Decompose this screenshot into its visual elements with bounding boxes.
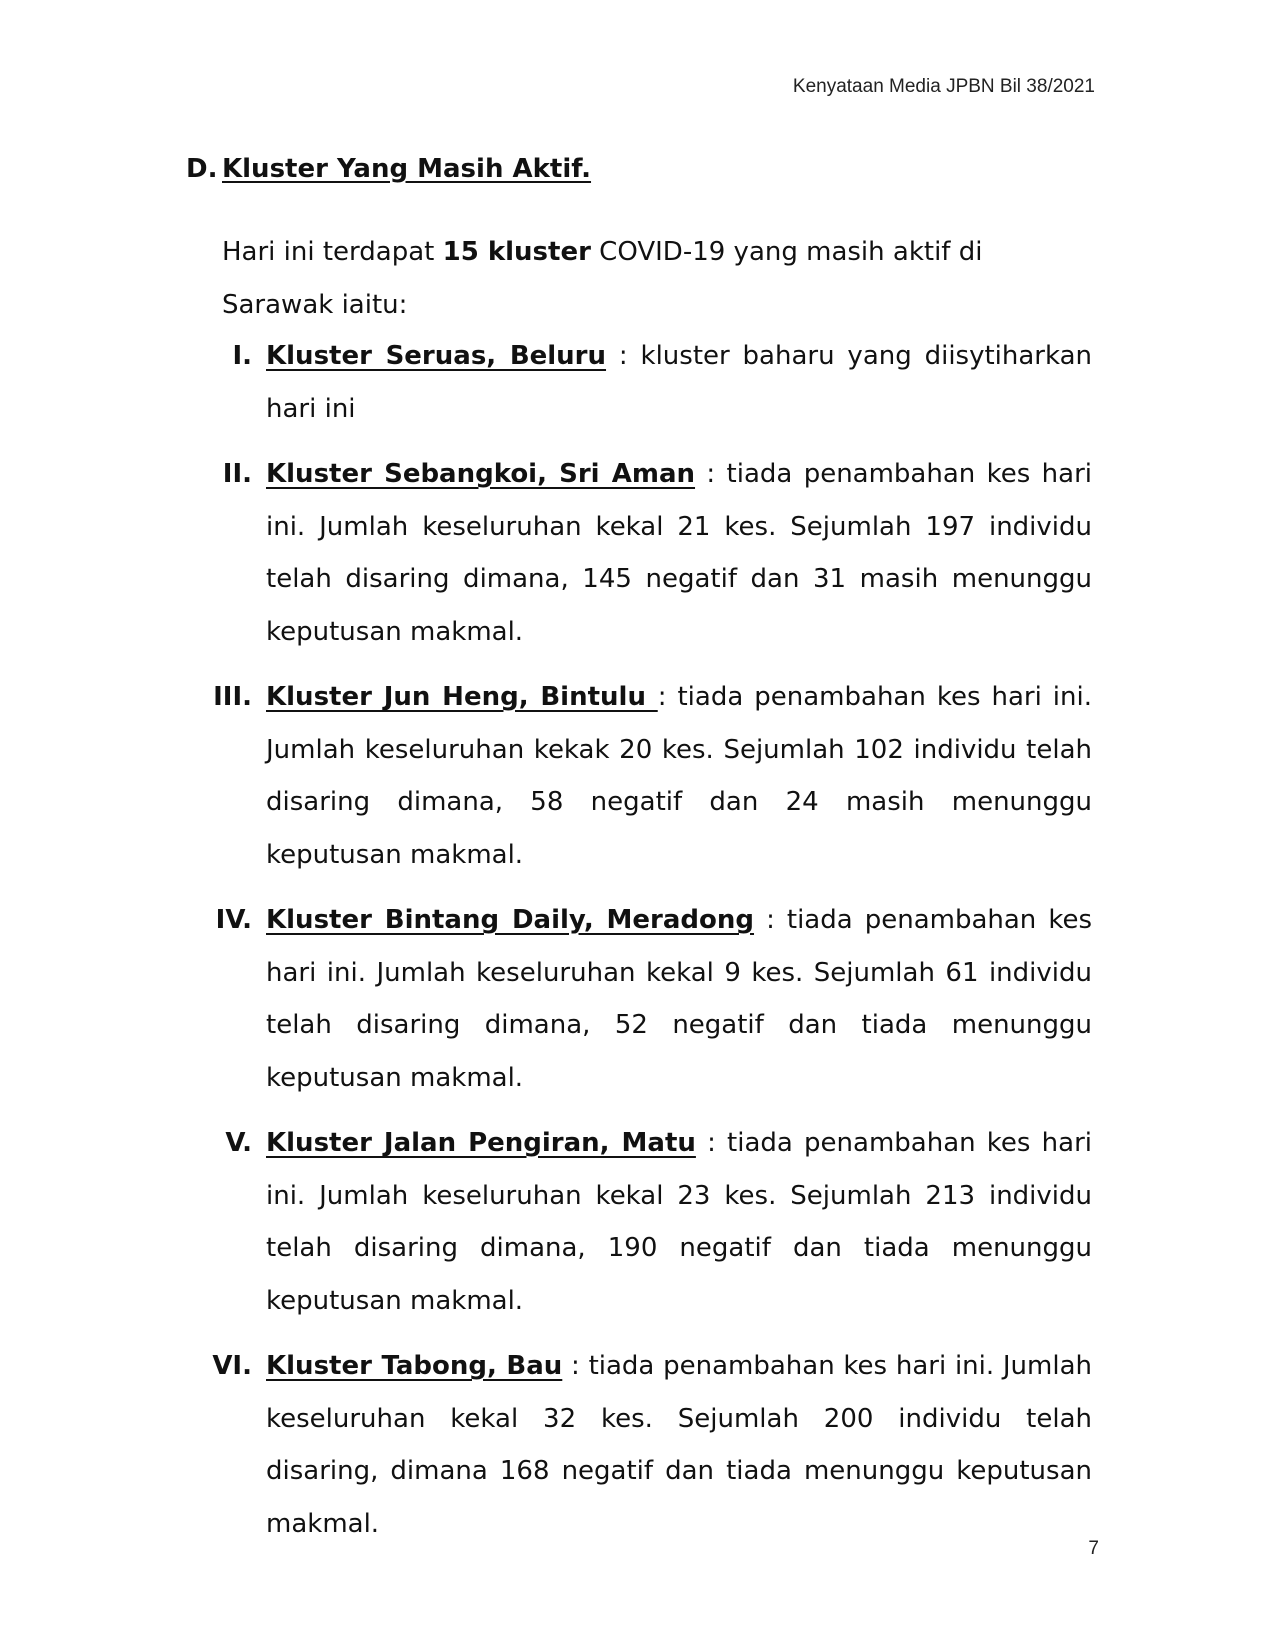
cluster-item bbox=[190, 894, 1092, 1104]
cluster-name: Kluster Jun Heng, Bintulu bbox=[266, 682, 658, 712]
section-title: Kluster Yang Masih Aktif. bbox=[222, 154, 592, 184]
cluster-name: Kluster Sebangkoi, Sri Aman bbox=[266, 459, 696, 489]
cluster-description: : tiada penambahan kes hari ini. Jumlah keseluruhan kekal 32 kes. Sejumlah 200 individu telah disaring, dimana 168 negatif dan tiada menunggu keputusan makmal. bbox=[266, 1351, 1092, 1539]
item-number: V. bbox=[225, 1128, 252, 1158]
intro-paragraph bbox=[222, 226, 1092, 332]
intro-cluster-count: 15 kluster bbox=[442, 237, 591, 267]
item-number: III. bbox=[213, 682, 252, 712]
cluster-description: : kluster baharu yang diisytiharkan hari ini bbox=[266, 341, 1093, 424]
cluster-description: : tiada penambahan kes hari ini. Jumlah keseluruhan kekal 9 kes. Sejumlah 61 individu telah disaring dimana, 52 negatif dan tiada menunggu keputusan makmal. bbox=[266, 905, 1093, 1093]
intro-text-before: Hari ini terdapat bbox=[222, 237, 443, 267]
cluster-item bbox=[190, 671, 1092, 881]
item-number: I. bbox=[232, 341, 252, 371]
item-number: II. bbox=[222, 459, 252, 489]
cluster-description: : tiada penambahan kes hari ini. Jumlah keseluruhan kekal 23 kes. Sejumlah 213 individu telah disaring dimana, 190 negatif dan tiada menunggu keputusan makmal. bbox=[266, 1128, 1092, 1316]
cluster-name: Kluster Jalan Pengiran, Matu bbox=[266, 1128, 696, 1158]
cluster-name: Kluster Seruas, Beluru bbox=[266, 341, 607, 371]
cluster-item bbox=[190, 448, 1092, 658]
cluster-description: : tiada penambahan kes hari ini. Jumlah keseluruhan kekal 21 kes. Sejumlah 197 individu telah disaring dimana, 145 negatif dan 31 masih menunggu keputusan makmal. bbox=[266, 459, 1092, 647]
cluster-name: Kluster Tabong, Bau bbox=[266, 1351, 563, 1381]
item-number: IV. bbox=[215, 905, 252, 935]
cluster-list bbox=[190, 330, 1092, 1563]
intro-text-after: COVID-19 yang masih aktif di Sarawak iaitu: bbox=[222, 237, 983, 320]
item-number: VI. bbox=[212, 1351, 252, 1381]
cluster-description: : tiada penambahan kes hari ini. Jumlah keseluruhan kekak 20 kes. Sejumlah 102 individu telah disaring dimana, 58 negatif dan 24 masih menunggu keputusan makmal. bbox=[266, 682, 1092, 870]
cluster-item bbox=[190, 1340, 1092, 1550]
section-heading bbox=[186, 154, 591, 184]
page-number: 7 bbox=[1088, 1538, 1099, 1559]
cluster-item bbox=[190, 1117, 1092, 1327]
section-letter: D. bbox=[186, 154, 218, 184]
cluster-name: Kluster Bintang Daily, Meradong bbox=[266, 905, 755, 935]
cluster-item bbox=[190, 330, 1092, 435]
page-header: Kenyataan Media JPBN Bil 38/2021 bbox=[792, 76, 1095, 97]
